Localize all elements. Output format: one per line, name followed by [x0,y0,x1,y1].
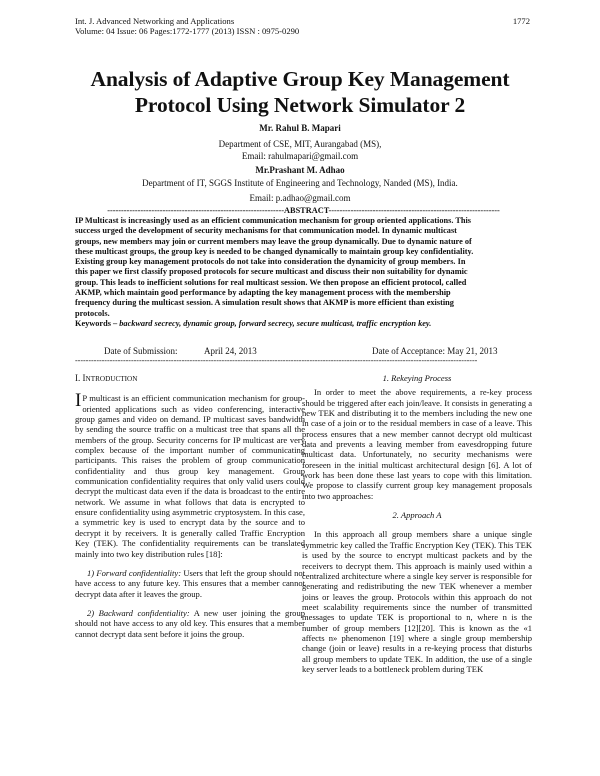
page-number: 1772 [512,16,530,26]
section-title-initial: I [82,373,86,383]
section-heading [75,373,305,384]
backward-confidentiality [75,608,305,639]
intro-text: P multicast is an efficient communication mechanism for group-oriented applications such as video conferencing, interactive group games and video on demand. IP multicast saves bandwidth by sending the source traffic on a multicast tree that spans all the members of the group. Security concerns for IP multicast are very complex because of the important number of communicating participants. This raises the problem of group communication confidentiality and thus group key management. Group communication confidentiality requires that only valid users could decrypt the multicast data even if the data is broadcast to the entire network. We assume in what follows that data is encrypted to ensure confidentiality using asymmetric cryptosystem. In this case, a symmetric key is used to encrypt data by the source and to decrypt it by receivers. It is generally called Traffic Encryption Key (TEK). The confidentiality requirements can be translated mainly into two key distribution rules [18]: [75,393,305,559]
keywords-line [75,319,532,329]
submission-date-label: Date of Submission: [104,346,178,356]
backward-text: A new user joining the group should not have access to any old key. This ensures that a member cannot decrypt data sent before it joins the group. [75,607,305,639]
abstract-line: these multicast groups, the group key is needed to be changed dynamically to maintain group key confidentiality. [75,246,474,256]
right-column [302,373,532,674]
author-1-affiliation: Department of CSE, MIT, Aurangabad (MS), [218,139,382,149]
running-header-left [75,16,475,36]
abstract-line: protocols. [75,308,110,318]
abstract-heading: ----------------------------------------------------------------ABSTRACT-------------------------------------------------------------- [107,206,500,215]
section-number: I. [75,373,81,383]
keywords-label: Keywords – [75,318,118,328]
abstract-body [75,216,532,329]
left-column [75,373,305,639]
drop-cap: I [75,390,82,412]
forward-text: Users that left the group should not have access to any future key. This ensures that a member cannot decrypt data after it leaves the group. [75,567,305,599]
abstract-line: Existing group key management protocols do not take into consideration the dynamicity of group members. In [75,257,466,267]
abstract-line: group. This leads to inefficient solutions for real multicast session. We then propose an efficient protocol, called [75,277,467,287]
abstract-line: frequency during the multicast session. A simulation result shows that AKMP is more efficient than existing [75,298,454,308]
abstract-line: AKMP, which maintain good performance by adapting the key management process with the membership [75,288,451,298]
author-2-name: Mr.Prashant M. Adhao [255,165,345,175]
abstract-line: groups, new members may join or current members may leave the group dynamically. Due to dynamic nature of [75,236,472,246]
submission-date: April 24, 2013 [204,346,257,356]
section-title-rest: NTRODUCTION [85,375,138,383]
author-2-affiliation: Department of IT, SGGS Institute of Engineering and Technology, Nanded (MS), India. [142,178,458,188]
abstract-line: success urged the development of security mechanisms for that communication model. In dynamic multicast [75,226,457,236]
title-line-2: Protocol Using Network Simulator 2 [134,93,466,117]
author-1-name: Mr. Rahul B. Mapari [259,123,341,133]
forward-label: 1) Forward confidentiality: [87,567,182,578]
rekeying-paragraph: In order to meet the above requirements, a re-key process should be triggered after each join/leave. It consists in generating a new TEK and distributing it to the members including the new one in case of a join or to the residual members in case of a leave. This process ensures that a new member cannot decrypt old multicast data and prevents a leaving member from eavesdropping future multicast data. Unfortunately, no security mechanisms were foreseen in the initial multicast architectural design [6]. A lot of work has been done these last years to cope with this limitation. We propose to classify current group key management proposals into two approaches: [302,387,532,501]
paper-title [0,66,600,118]
title-line-1: Analysis of Adaptive Group Key Management [90,67,510,91]
subsection-rekeying: 1. Rekeying Process [382,373,452,383]
acceptance-date: Date of Acceptance: May 21, 2013 [372,346,498,356]
author-1-email: Email: rahulmapari@gmail.com [241,151,359,161]
keywords-text: backward secrecy, dynamic group, forward secrecy, secure multicast, traffic encryption key. [119,318,432,328]
intro-paragraph [75,390,305,559]
approach-a-paragraph: In this approach all group members share a unique single symmetric key called the Traffic Encryption Key (TEK). This TEK is used by the source to encrypt multicast packets and by the receivers to decrypt them. This approach is mainly used within a centralized architecture where a single key server is responsible for generating and redistributing the new TEK whenever a member joins or leaves the group. Protocols within this approach do not meet scalability requirements since the number of transmitted messages to update TEK is proportional to n, where n is the number of group members [12][20]. This is known as the «1 affects n» phenomenon [19] where a single group membership change (join or leave) results in a re-keying process that disturbs all group members to update TEK. In addition, the use of a single key server leads to a bottleneck problem during TEK [302,529,532,674]
author-2-email: Email: p.adhao@gmail.com [249,193,351,203]
journal-name: Int. J. Advanced Networking and Applications [75,16,235,26]
abstract-line: IP Multicast is increasingly used as an efficient communication mechanism for group oriented applications. This [75,216,472,225]
issue-info: Volume: 04 Issue: 06 Pages:1772-1777 (2013) ISSN : 0975-0290 [75,26,300,36]
subsection-approach-a: 2. Approach A [392,510,442,521]
abstract-line: this paper we first classify proposed protocols for secure multicast and discuss their non suitability for dynamic [75,267,468,277]
separator-line: ------------------------------------------------------------------------------------------------------------------------------------------------------- [75,356,478,365]
backward-label: 2) Backward confidentiality: [87,607,190,618]
forward-confidentiality [75,568,305,599]
